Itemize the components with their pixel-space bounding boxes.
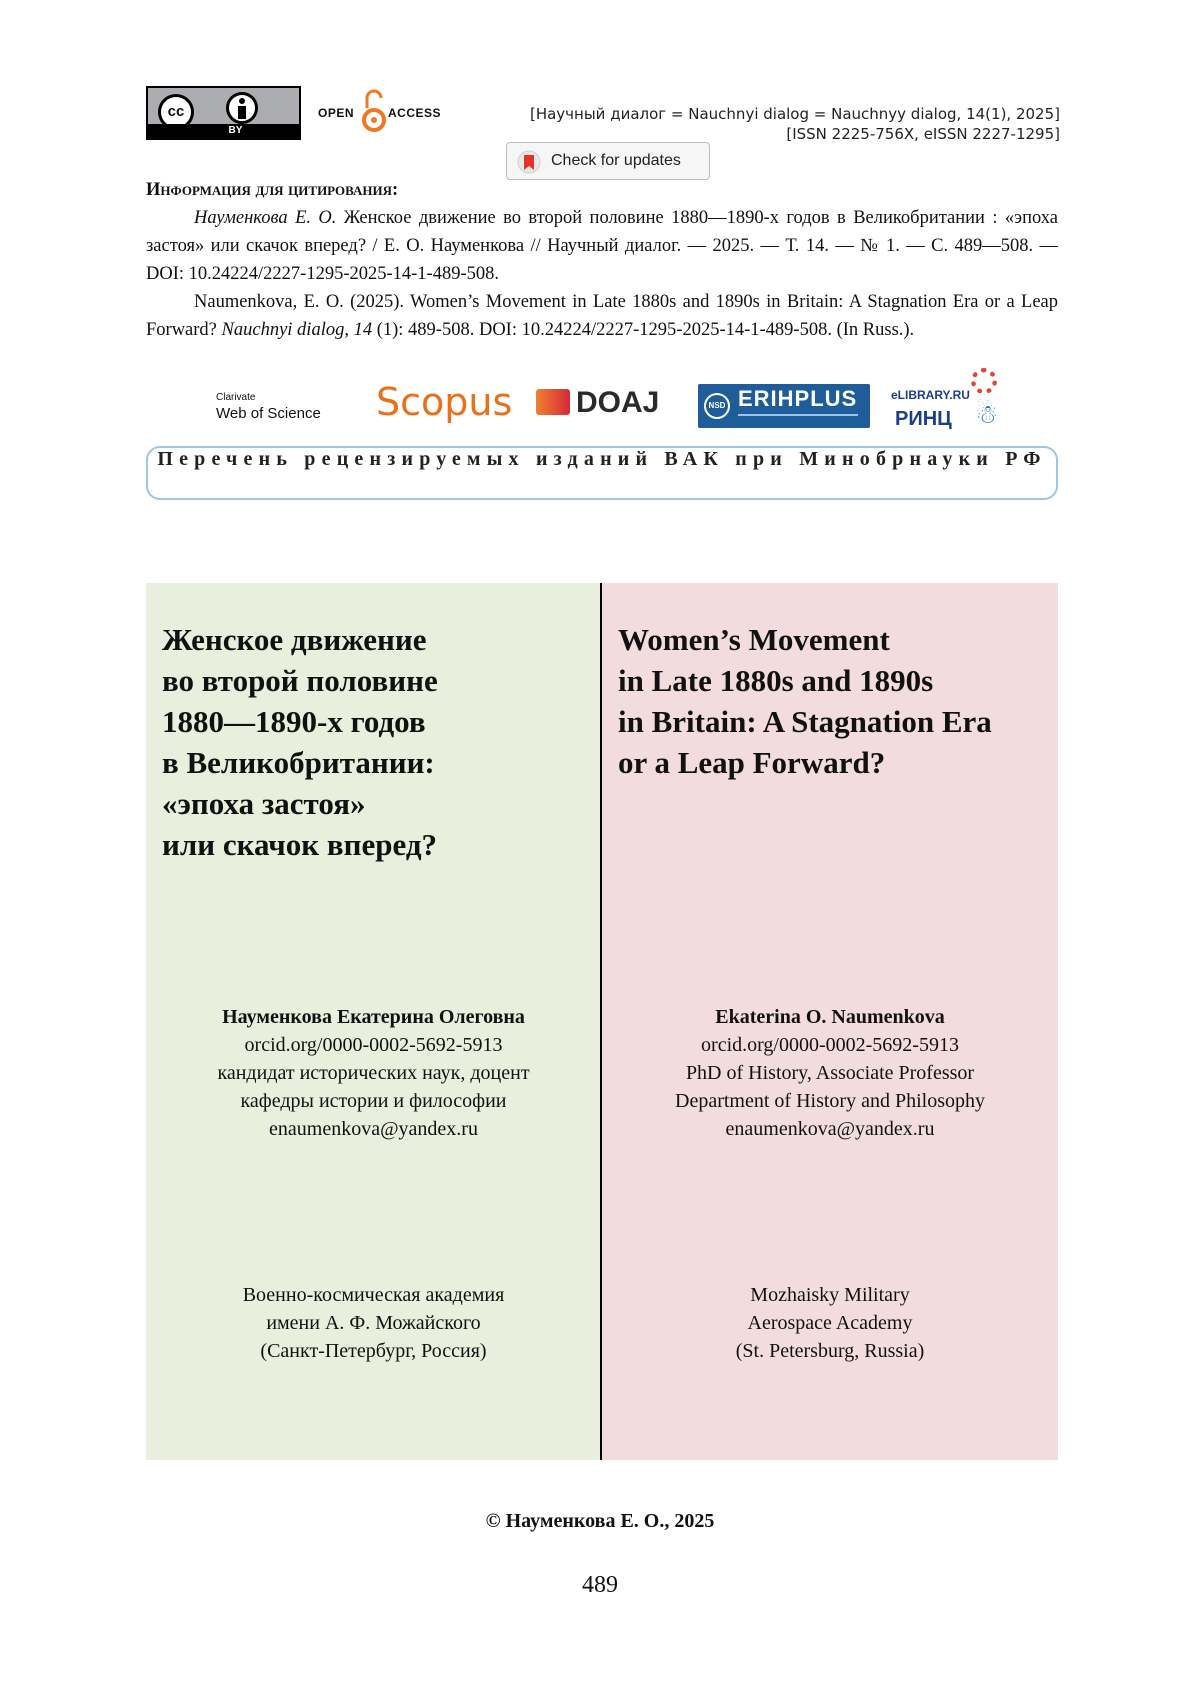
author-email[interactable]: enaumenkova@yandex.ru <box>269 1118 478 1140</box>
title-line: во второй половине <box>162 663 438 698</box>
author-name: Ekaterina O. Naumenkova <box>715 1006 945 1028</box>
citation-ru-text: Женское движение во второй половине 1880—1890-х годов в Великобритании : «эпоха застоя» или скачок вперед? / Е. О. Науменкова // Научный диалог. — 2025. — Т. 14. — № 1. — С. 489—508. — DOI: 10.24224/2227-1295-2025-14-1-489-508. <box>146 208 1059 284</box>
citation-ru-author: Науменкова Е. О. <box>194 208 337 228</box>
erih-plus-label: ERIHPLUS <box>738 386 858 411</box>
person-icon: ☃ <box>975 400 999 430</box>
title-line: Женское движение <box>162 622 427 657</box>
scopus-logo[interactable]: Scopus <box>376 380 513 424</box>
author-position: PhD of History, Associate Professor <box>685 1062 975 1084</box>
check-for-updates-label: Check for updates <box>551 152 681 169</box>
citation-heading: Информация для цитирования: <box>146 180 399 200</box>
citation-en-text: Naumenkova, E. O. (2025). Women’s Movement in Late 1880s and 1890s in Britain: A Stagnation Era or a Leap Forward? <box>146 292 1058 340</box>
open-access-access-label: ACCESS <box>388 106 442 120</box>
title-line: Women’s Movement <box>618 622 890 657</box>
issn-line: [ISSN 2225-756X, eISSN 2227-1295] <box>786 125 1060 143</box>
author-department: кафедры истории и философии <box>240 1090 507 1112</box>
journal-reference <box>530 104 1060 144</box>
web-of-science-logo[interactable] <box>216 390 321 422</box>
russian-article-title <box>162 619 438 865</box>
open-access-logo <box>318 88 468 138</box>
citation-en <box>146 288 1058 344</box>
cc-icon: cc <box>158 94 194 130</box>
cc-by-license-badge[interactable] <box>146 86 301 140</box>
journal-line: [Научный диалог = Nauchnyi dialog = Nauchnyy dialog, 14(1), 2025] <box>529 105 1060 123</box>
doaj-logo[interactable] <box>536 386 659 420</box>
russian-institution <box>146 1281 601 1365</box>
russian-author-info <box>146 1003 601 1143</box>
check-for-updates-button[interactable] <box>506 142 710 180</box>
clarivate-label: Clarivate <box>216 392 256 403</box>
elibrary-rinc-logo[interactable] <box>879 366 1009 432</box>
by-label: BY <box>228 125 243 136</box>
title-line: 1880—1890-х годов <box>162 704 426 739</box>
erih-plus-logo[interactable] <box>698 384 870 428</box>
title-line: in Late 1880s and 1890s <box>618 663 934 698</box>
page-number: 489 <box>582 1572 618 1598</box>
institution-location: (Санкт-Петербург, Россия) <box>260 1340 487 1362</box>
title-line: in Britain: A Stagnation Era <box>618 704 992 739</box>
doaj-flag-icon <box>536 389 570 415</box>
citation-block <box>146 176 1058 344</box>
russian-title-panel <box>146 583 601 1460</box>
english-title-panel <box>602 583 1058 1460</box>
title-line: or a Leap Forward? <box>618 745 886 780</box>
title-line: или скачок вперед? <box>162 827 438 862</box>
vak-list-banner: Перечень рецензируемых изданий ВАК при Минобрнауки РФ <box>146 446 1058 500</box>
orcid-link[interactable]: orcid.org/0000-0002-5692-5913 <box>701 1034 959 1056</box>
sun-icon <box>971 368 997 394</box>
open-lock-icon <box>362 88 386 136</box>
open-access-open-label: OPEN <box>318 106 355 120</box>
bookmark-icon <box>517 150 541 174</box>
institution-line: Mozhaisky Military <box>750 1284 910 1306</box>
author-email[interactable]: enaumenkova@yandex.ru <box>725 1118 935 1140</box>
author-position: кандидат исторических наук, доцент <box>217 1062 530 1084</box>
rinc-label: РИНЦ <box>895 408 952 430</box>
attribution-person-icon <box>226 92 258 124</box>
english-author-info <box>602 1003 1058 1143</box>
nsd-icon: NSD <box>704 393 730 419</box>
institution-line: имени А. Ф. Можайского <box>266 1312 481 1334</box>
author-name: Науменкова Екатерина Олеговна <box>222 1006 525 1028</box>
elibrary-label: eLIBRARY.RU <box>891 388 970 402</box>
title-line: «эпоха застоя» <box>162 786 366 821</box>
english-article-title <box>618 619 992 783</box>
english-institution <box>602 1281 1058 1365</box>
orcid-link[interactable]: orcid.org/0000-0002-5692-5913 <box>244 1034 503 1056</box>
institution-line: Aerospace Academy <box>747 1312 913 1334</box>
institution-location: (St. Petersburg, Russia) <box>735 1340 925 1362</box>
author-department: Department of History and Philosophy <box>675 1090 985 1112</box>
institution-line: Военно-космическая академия <box>242 1284 505 1306</box>
copyright-notice: © Науменкова Е. О., 2025 <box>485 1510 715 1532</box>
citation-ru <box>146 204 1058 288</box>
doaj-label: DOAJ <box>576 386 660 419</box>
citation-en-text-end: (1): 489-508. DOI: 10.24224/2227-1295-2025-14-1-489-508. (In Russ.). <box>372 320 915 340</box>
web-of-science-label: Web of Science <box>216 405 321 422</box>
citation-en-journal: Nauchnyi dialog, 14 <box>221 320 373 340</box>
title-line: в Великобритании: <box>162 745 435 780</box>
index-logos <box>146 366 1058 432</box>
